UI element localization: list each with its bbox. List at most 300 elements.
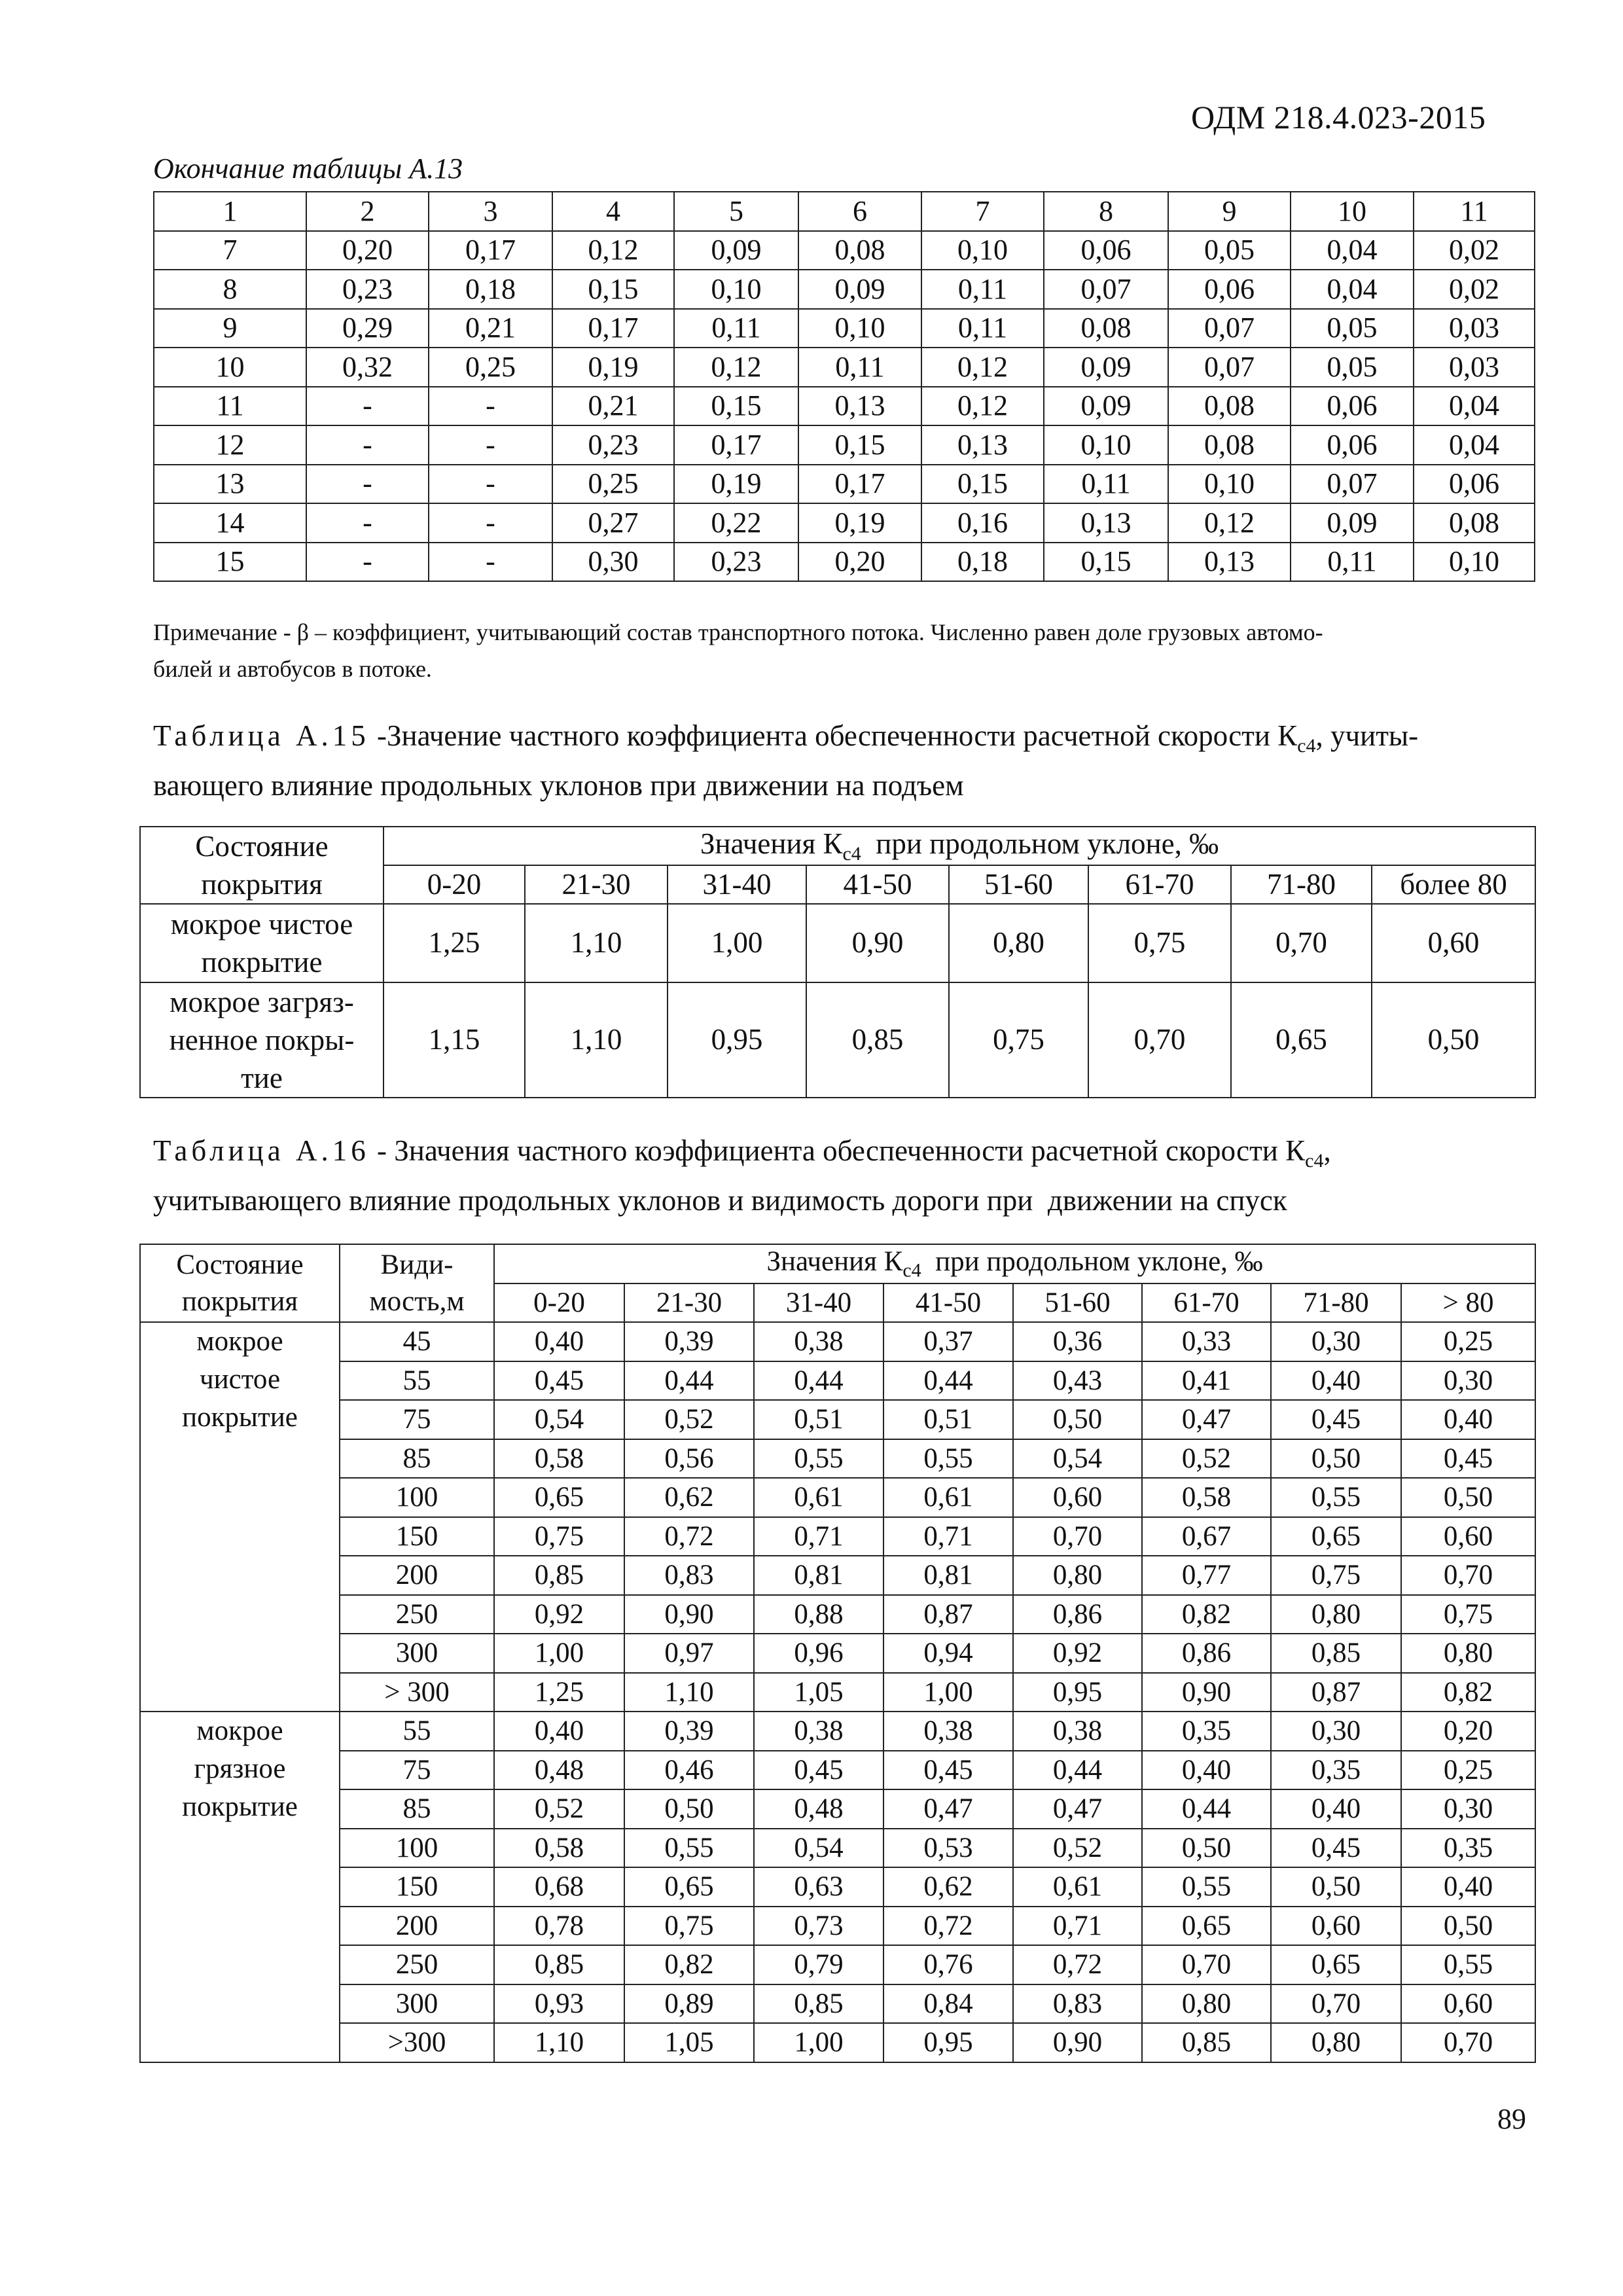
table-cell: 0,80	[1271, 1595, 1401, 1634]
table-cell: 0,85	[1271, 1634, 1401, 1673]
table-cell: 0,12	[1168, 503, 1291, 543]
table-cell: 0,11	[921, 270, 1044, 309]
table-cell: 0,54	[1013, 1439, 1142, 1479]
table-cell: 1,25	[383, 904, 525, 982]
column-header: 4	[552, 192, 674, 231]
visibility-cell: 100	[340, 1829, 494, 1868]
visibility-cell: 100	[340, 1478, 494, 1517]
table-cell: 0,18	[921, 543, 1044, 582]
row-label-line-1: мокрое чистое	[170, 908, 353, 941]
table-cell: 0,40	[494, 1712, 624, 1751]
table-cell: 0,68	[494, 1867, 624, 1907]
table-a16-visibility-header	[340, 1244, 494, 1322]
table-row	[140, 1984, 1535, 2024]
table-cell: 0,61	[1013, 1867, 1142, 1907]
table-cell: 0,53	[883, 1829, 1013, 1868]
table-row	[154, 503, 1535, 543]
table-cell: 0,48	[494, 1751, 624, 1790]
table-row	[140, 1478, 1535, 1517]
table-cell: 0,72	[624, 1517, 754, 1556]
table-cell: 0,47	[883, 1789, 1013, 1829]
table-cell: 0,07	[1044, 270, 1168, 309]
table-row	[140, 1322, 1535, 1361]
table-cell: 0,72	[1013, 1945, 1142, 1984]
table-a16-caption-text: - Значения частного коэффициента обеспеченности расчетной скорости К	[369, 1134, 1306, 1167]
table-cell: 0,52	[1013, 1829, 1142, 1868]
row-key-cell: 10	[154, 348, 306, 387]
table-cell: 1,10	[525, 982, 668, 1098]
table-cell: 0,70	[1231, 904, 1372, 982]
table-a16-state-header	[140, 1244, 340, 1322]
table-cell: 0,44	[624, 1361, 754, 1401]
slope-header: 21-30	[624, 1283, 754, 1323]
table-cell: 0,60	[1372, 904, 1535, 982]
table-cell: 0,85	[494, 1945, 624, 1984]
table-cell: 0,11	[1044, 465, 1168, 504]
table-cell: 0,07	[1291, 465, 1414, 504]
table-cell: 0,08	[798, 231, 921, 270]
table-cell: 0,23	[552, 425, 674, 465]
table-row	[140, 1945, 1535, 1984]
table-cell: 0,84	[883, 1984, 1013, 2024]
values-header-pre: Значения К	[700, 827, 843, 860]
table-cell: 0,09	[1044, 387, 1168, 426]
table-cell: -	[306, 543, 429, 582]
table-cell: 0,20	[1401, 1712, 1535, 1751]
state-header-line-2: покрытия	[201, 868, 323, 901]
table-cell: 0,10	[1414, 543, 1535, 582]
table-cell: 0,67	[1142, 1517, 1271, 1556]
table-cell: 0,11	[674, 309, 798, 348]
table-cell: 0,47	[1142, 1400, 1271, 1439]
table-a16-caption-line-1	[153, 1131, 1541, 1181]
table-cell: 0,51	[754, 1400, 883, 1439]
table-cell: 0,90	[1013, 2023, 1142, 2062]
table-cell: 0,19	[552, 348, 674, 387]
visibility-cell: 85	[340, 1439, 494, 1479]
table-cell: 0,88	[754, 1595, 883, 1634]
table-cell: 0,83	[1013, 1984, 1142, 2024]
table-cell: 0,65	[494, 1478, 624, 1517]
table-cell: 0,11	[798, 348, 921, 387]
table-cell: -	[429, 543, 552, 582]
visibility-cell: 150	[340, 1867, 494, 1907]
table-cell: 0,15	[674, 387, 798, 426]
visibility-cell: 45	[340, 1322, 494, 1361]
table-a16-caption-tail: ,	[1323, 1134, 1331, 1167]
table-a16-caption-sub: с4	[1305, 1150, 1324, 1172]
table-cell: 0,12	[921, 387, 1044, 426]
column-header: 5	[674, 192, 798, 231]
table-cell: 0,73	[754, 1907, 883, 1946]
table-row	[140, 1361, 1535, 1401]
table-row	[140, 1439, 1535, 1479]
table-cell: 0,87	[883, 1595, 1013, 1634]
table-cell: 0,08	[1168, 387, 1291, 426]
table-row	[154, 543, 1535, 582]
table-cell: 0,38	[754, 1712, 883, 1751]
table-cell: 0,06	[1291, 387, 1414, 426]
table-cell: 0,85	[494, 1556, 624, 1595]
table-cell: 0,71	[883, 1517, 1013, 1556]
table-a15-row-wet-clean	[140, 904, 1535, 982]
column-header: 8	[1044, 192, 1168, 231]
table-row	[140, 1829, 1535, 1868]
table-cell: 0,30	[1401, 1789, 1535, 1829]
row-key-cell: 9	[154, 309, 306, 348]
table-row	[140, 1712, 1535, 1751]
table-a13	[153, 191, 1535, 582]
table-cell: 0,12	[674, 348, 798, 387]
table-cell: 0,07	[1168, 348, 1291, 387]
table-cell: 0,75	[1088, 904, 1231, 982]
table-cell: 0,60	[1271, 1907, 1401, 1946]
table-cell: 0,55	[754, 1439, 883, 1479]
visibility-header-line-1: Види-	[380, 1249, 454, 1280]
table-cell: 0,09	[798, 270, 921, 309]
table-cell: 0,25	[1401, 1322, 1535, 1361]
row-label-line-2: ненное покры-	[169, 1024, 355, 1056]
table-cell: 0,15	[1044, 543, 1168, 582]
visibility-cell: 75	[340, 1400, 494, 1439]
table-cell: 0,11	[1291, 543, 1414, 582]
table-cell: 0,44	[883, 1361, 1013, 1401]
table-cell: 0,40	[1271, 1789, 1401, 1829]
table-row	[154, 309, 1535, 348]
table-a15-caption-label: Таблица А.15	[153, 719, 370, 752]
table-a15-caption-line-2: вающего влияние продольных уклонов при движении на подъем	[153, 769, 964, 802]
table-cell: 0,40	[1401, 1400, 1535, 1439]
table-cell: 0,06	[1291, 425, 1414, 465]
surface-state-line-2: чистое	[199, 1364, 281, 1395]
table-cell: 0,27	[552, 503, 674, 543]
values-header-sub: с4	[842, 842, 861, 865]
row-key-cell: 13	[154, 465, 306, 504]
values-header-sub: с4	[902, 1259, 921, 1282]
table-cell: 0,13	[1044, 503, 1168, 543]
table-cell: 0,76	[883, 1945, 1013, 1984]
table-a15-caption-tail: , учиты-	[1315, 719, 1419, 752]
table-cell: 0,32	[306, 348, 429, 387]
table-cell: 0,06	[1414, 465, 1535, 504]
table-cell: -	[429, 465, 552, 504]
note-line-2: билей и автобусов в потоке.	[153, 656, 432, 682]
table-cell: 0,17	[674, 425, 798, 465]
column-header: 1	[154, 192, 306, 231]
table-cell: 0,05	[1168, 231, 1291, 270]
table-cell: 0,80	[949, 904, 1088, 982]
table-cell: 0,85	[754, 1984, 883, 2024]
visibility-cell: > 300	[340, 1673, 494, 1712]
values-header-post: при продольном уклоне, ‰	[861, 827, 1219, 860]
table-cell: 0,06	[1168, 270, 1291, 309]
table-cell: 0,90	[1142, 1673, 1271, 1712]
table-cell: 0,65	[1142, 1907, 1271, 1946]
table-cell: 0,18	[429, 270, 552, 309]
table-a16-values-header	[494, 1244, 1535, 1283]
surface-state-line-2: грязное	[194, 1753, 286, 1784]
table-cell: 0,50	[1271, 1867, 1401, 1907]
visibility-cell: 55	[340, 1361, 494, 1401]
table-cell: 0,04	[1291, 270, 1414, 309]
table-cell: 0,75	[494, 1517, 624, 1556]
table-cell: 0,56	[624, 1439, 754, 1479]
table-cell: 0,55	[1142, 1867, 1271, 1907]
table-cell: 0,02	[1414, 231, 1535, 270]
table-row	[140, 1751, 1535, 1790]
state-header-line-1: Состояние	[176, 1249, 304, 1280]
table-cell: 0,06	[1044, 231, 1168, 270]
table-row	[140, 2023, 1535, 2062]
table-cell: 0,52	[494, 1789, 624, 1829]
table-cell: 0,63	[754, 1867, 883, 1907]
table-cell: 0,60	[1013, 1478, 1142, 1517]
table-cell: 0,60	[1401, 1984, 1535, 2024]
slope-header: 51-60	[949, 865, 1088, 904]
table-cell: 0,61	[883, 1478, 1013, 1517]
table-cell: 0,43	[1013, 1361, 1142, 1401]
table-cell: 0,50	[1401, 1478, 1535, 1517]
table-cell: 0,17	[552, 309, 674, 348]
table-cell: 1,10	[624, 1673, 754, 1712]
table-cell: 0,22	[674, 503, 798, 543]
table-cell: 0,85	[1142, 2023, 1271, 2062]
surface-state-label	[140, 1322, 340, 1712]
table-cell: 0,16	[921, 503, 1044, 543]
table-cell: 0,10	[674, 270, 798, 309]
row-key-cell: 15	[154, 543, 306, 582]
table-cell: 0,71	[754, 1517, 883, 1556]
table-cell: 0,80	[1271, 2023, 1401, 2062]
table-cell: 0,25	[1401, 1751, 1535, 1790]
table-cell: 0,51	[883, 1400, 1013, 1439]
slope-header: более 80	[1372, 865, 1535, 904]
table-cell: -	[429, 425, 552, 465]
note-line-1: Примечание - β – коэффициент, учитывающий состав транспортного потока. Численно равен доле грузовых автомо-	[153, 619, 1323, 645]
table-cell: 0,80	[1401, 1634, 1535, 1673]
table-cell: 0,86	[1142, 1634, 1271, 1673]
row-key-cell: 8	[154, 270, 306, 309]
table-cell: 0,50	[1271, 1439, 1401, 1479]
table-cell: 0,45	[754, 1751, 883, 1790]
row-label-line-2: покрытие	[201, 946, 323, 978]
table-cell: 0,12	[552, 231, 674, 270]
surface-state-line-1: мокрое	[196, 1326, 283, 1357]
table-cell: 0,78	[494, 1907, 624, 1946]
table-cell: 1,10	[525, 904, 668, 982]
table-cell: 0,55	[1401, 1945, 1535, 1984]
table-cell: 0,38	[754, 1322, 883, 1361]
visibility-header-line-2: мость,м	[369, 1285, 465, 1317]
table-cell: 0,38	[883, 1712, 1013, 1751]
table-a16-caption-line-2: учитывающего влияние продольных уклонов и видимость дороги при движении на спуск	[153, 1184, 1287, 1217]
table-cell: 0,58	[494, 1439, 624, 1479]
table-cell: 0,40	[494, 1322, 624, 1361]
table-cell: 0,15	[921, 465, 1044, 504]
table-cell: 0,10	[1168, 465, 1291, 504]
table-cell: 0,50	[1142, 1829, 1271, 1868]
table-cell: 1,05	[754, 1673, 883, 1712]
visibility-cell: 300	[340, 1634, 494, 1673]
table-row	[140, 1789, 1535, 1829]
table-cell: 0,45	[1271, 1829, 1401, 1868]
table-cell: 0,70	[1271, 1984, 1401, 2024]
visibility-cell: 85	[340, 1789, 494, 1829]
visibility-cell: 55	[340, 1712, 494, 1751]
table-cell: 0,93	[494, 1984, 624, 2024]
table-cell: 1,10	[494, 2023, 624, 2062]
table-cell: 0,36	[1013, 1322, 1142, 1361]
state-header-line-2: покрытия	[181, 1285, 298, 1317]
visibility-cell: 250	[340, 1595, 494, 1634]
table-cell: 0,80	[1142, 1984, 1271, 2024]
table-cell: 0,45	[494, 1361, 624, 1401]
table-cell: 0,54	[754, 1829, 883, 1868]
table-cell: 0,75	[624, 1907, 754, 1946]
page-number: 89	[1497, 2103, 1526, 2135]
table-cell: 0,70	[1401, 2023, 1535, 2062]
visibility-cell: 250	[340, 1945, 494, 1984]
table-a13-body	[154, 192, 1535, 581]
table-cell: 0,30	[552, 543, 674, 582]
document-code: ОДМ 218.4.023-2015	[1191, 99, 1486, 135]
table-cell: 1,00	[494, 1634, 624, 1673]
visibility-cell: 200	[340, 1907, 494, 1946]
slope-header: 31-40	[754, 1283, 883, 1323]
table-a15-caption-line-1	[153, 716, 1541, 766]
column-header: 11	[1414, 192, 1535, 231]
table-cell: 0,89	[624, 1984, 754, 2024]
table-cell: 0,29	[306, 309, 429, 348]
row-key-cell: 11	[154, 387, 306, 426]
slope-header: 0-20	[494, 1283, 624, 1323]
row-label-line-3: тие	[241, 1062, 283, 1094]
table-cell: 0,55	[1271, 1478, 1401, 1517]
table-cell: 0,45	[1271, 1400, 1401, 1439]
table-cell: 0,50	[624, 1789, 754, 1829]
table-cell: 0,05	[1291, 309, 1414, 348]
table-cell: 0,44	[1013, 1751, 1142, 1790]
row-label	[140, 904, 383, 982]
table-cell: 0,08	[1414, 503, 1535, 543]
table-cell: 0,62	[883, 1867, 1013, 1907]
table-cell: 1,00	[754, 2023, 883, 2062]
table-cell: 0,39	[624, 1712, 754, 1751]
table-cell: 0,55	[624, 1829, 754, 1868]
table-cell: 0,90	[806, 904, 949, 982]
column-header: 9	[1168, 192, 1291, 231]
table-cell: 0,44	[754, 1361, 883, 1401]
table-cell: 1,15	[383, 982, 525, 1098]
table-cell: 0,55	[883, 1439, 1013, 1479]
table-row	[154, 348, 1535, 387]
table-cell: 0,23	[674, 543, 798, 582]
table-cell: 0,20	[798, 543, 921, 582]
table-cell: 0,72	[883, 1907, 1013, 1946]
table-cell: 0,65	[1271, 1517, 1401, 1556]
table-a15-row-wet-dirty	[140, 982, 1535, 1098]
table-a15-caption	[153, 716, 1541, 805]
table-cell: 0,90	[624, 1595, 754, 1634]
table-cell: 0,58	[1142, 1478, 1271, 1517]
surface-state-line-3: покрытие	[182, 1791, 298, 1822]
table-cell: 0,09	[1291, 503, 1414, 543]
table-cell: 0,95	[1013, 1673, 1142, 1712]
table-cell: 0,08	[1044, 309, 1168, 348]
table-cell: 0,82	[624, 1945, 754, 1984]
table-cell: 0,77	[1142, 1556, 1271, 1595]
slope-header: 21-30	[525, 865, 668, 904]
table-cell: 0,81	[754, 1556, 883, 1595]
table-cell: 0,52	[624, 1400, 754, 1439]
values-header-pre: Значения К	[766, 1246, 903, 1277]
table-cell: 0,96	[754, 1634, 883, 1673]
table-cell: 0,65	[624, 1867, 754, 1907]
table-cell: 0,10	[921, 231, 1044, 270]
table-cell: 0,79	[754, 1945, 883, 1984]
slope-header: 61-70	[1088, 865, 1231, 904]
table-cell: 0,71	[1013, 1907, 1142, 1946]
table-cell: 0,50	[1401, 1907, 1535, 1946]
table-cell: 0,05	[1291, 348, 1414, 387]
table-cell: 1,25	[494, 1673, 624, 1712]
table-cell: 0,85	[806, 982, 949, 1098]
table-cell: 0,13	[921, 425, 1044, 465]
table-row	[140, 1907, 1535, 1946]
table-cell: 0,87	[1271, 1673, 1401, 1712]
table-cell: 0,09	[674, 231, 798, 270]
table-cell: -	[306, 425, 429, 465]
table-cell: 0,75	[1401, 1595, 1535, 1634]
table-cell: 0,45	[883, 1751, 1013, 1790]
table-cell: 0,41	[1142, 1361, 1271, 1401]
table-cell: 0,65	[1271, 1945, 1401, 1984]
table-cell: -	[429, 503, 552, 543]
row-label-line-1: мокрое загряз-	[169, 986, 354, 1018]
table-row	[140, 1634, 1535, 1673]
table-a15-caption-sub: с4	[1297, 735, 1316, 757]
visibility-cell: 75	[340, 1751, 494, 1790]
table-cell: 0,15	[798, 425, 921, 465]
table-cell: 0,58	[494, 1829, 624, 1868]
table-cell: 0,39	[624, 1322, 754, 1361]
table-cell: 0,60	[1401, 1517, 1535, 1556]
table-cell: 0,46	[624, 1751, 754, 1790]
slope-header: 31-40	[668, 865, 806, 904]
table-cell: 0,10	[1044, 425, 1168, 465]
table-cell: 0,35	[1271, 1751, 1401, 1790]
surface-state-label	[140, 1712, 340, 2062]
values-header-post: при продольном уклоне, ‰	[921, 1246, 1263, 1277]
visibility-cell: >300	[340, 2023, 494, 2062]
row-key-cell: 12	[154, 425, 306, 465]
table-cell: 0,38	[1013, 1712, 1142, 1751]
surface-state-line-3: покрытие	[182, 1402, 298, 1433]
table-cell: -	[306, 465, 429, 504]
table-a16-caption-label: Таблица А.16	[153, 1134, 370, 1167]
table-cell: 0,81	[883, 1556, 1013, 1595]
table-cell: 0,54	[494, 1400, 624, 1439]
table-cell: 0,70	[1401, 1556, 1535, 1595]
table-cell: 0,61	[754, 1478, 883, 1517]
column-header: 7	[921, 192, 1044, 231]
table-cell: -	[306, 503, 429, 543]
table-cell: 0,30	[1401, 1361, 1535, 1401]
table-cell: 0,50	[1372, 982, 1535, 1098]
table-cell: 0,44	[1142, 1789, 1271, 1829]
state-header-line-1: Состояние	[195, 830, 329, 863]
table-a15	[139, 826, 1536, 1098]
